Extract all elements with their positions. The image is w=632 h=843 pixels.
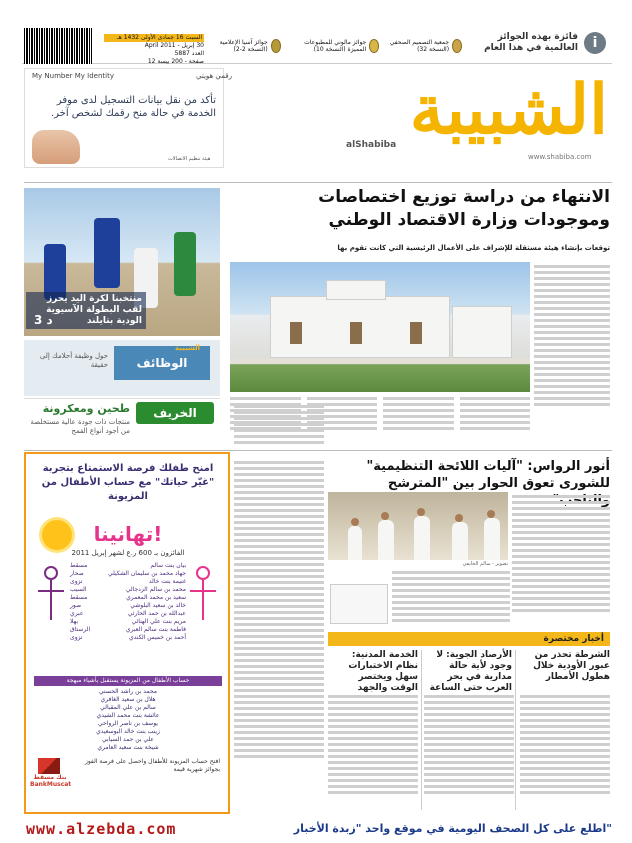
winner-name: مريم بنت علي الهنائي	[131, 618, 186, 625]
winner-name: محمد بن سالم الزدجالي	[125, 586, 186, 593]
winners-list-secondary	[40, 688, 216, 752]
winner-row	[70, 610, 186, 618]
wall	[230, 358, 530, 364]
bank-logo-text: بنك مسقط BankMuscat	[30, 774, 72, 788]
winner-row	[70, 586, 186, 594]
second-body-column	[512, 492, 610, 624]
winner-name: أحمد بن خميس الكندي	[128, 634, 186, 641]
barcode	[24, 28, 92, 64]
jobs-tagline: حول وظيفة أحلامك إلى حقيقة	[39, 352, 108, 369]
article-column	[234, 402, 324, 450]
award-badge-label: جمعية التصميم الصحفي (النسخة 32)	[389, 39, 450, 53]
winner-name: شيخة بنت سعيد العامري	[97, 744, 159, 751]
winner-name: جهاد محمد بن سليمان الشكيلي	[107, 570, 186, 577]
winner-city: مسقط	[70, 562, 88, 569]
second-headline[interactable]: أنور الرواس: "آليات اللائحة التنظيمية" للشورى تعوق الحوار بين "المترشح	[366, 459, 610, 491]
winner-row	[70, 618, 186, 626]
winner-name: غنيمة بنت خالد	[148, 578, 186, 585]
winner-row	[70, 602, 186, 610]
brief-body-columns	[328, 692, 610, 812]
winner-row	[70, 634, 186, 642]
sports-caption[interactable]: منتخبنا لكرة اليد يحرز لقب البطولة الآسيوية الودية بتايلند	[26, 292, 146, 329]
ad-brand-latin: My Number My Identity	[32, 72, 114, 80]
window	[350, 322, 362, 344]
award-badge-label: جوائز آسيا الإعلامية (النسخة 2-2)	[219, 39, 268, 53]
person-figure	[414, 516, 430, 560]
medal-icon	[369, 39, 379, 53]
jobs-label[interactable]: الوظائف	[114, 346, 210, 380]
award-badge	[387, 30, 462, 62]
bank-logo-icon	[38, 758, 60, 774]
banner-tagline: اطلع على كل الصحف اليومية في موقع واحد "زبدة الأخبار"	[293, 822, 612, 835]
kharif-title: طحين ومعكرونة	[42, 402, 130, 415]
sports-score: 3 د	[34, 313, 53, 327]
info-icon: i	[584, 32, 606, 54]
lead-headline[interactable]: الانتهاء من دراسة توزيع اختصاصات وموجودات وزارة الاقتصاد الوطني	[318, 187, 610, 230]
player-figure	[174, 232, 196, 296]
kid-figure-icon	[36, 566, 66, 676]
winner-name: يوسف بن ناصر الرواحي	[98, 720, 158, 727]
winner-name: هلال بن سعيد الغافري	[100, 696, 156, 703]
window	[410, 322, 422, 344]
site-url[interactable]: www.shabiba.com	[528, 153, 592, 161]
medal-icon	[271, 39, 281, 53]
brief-headline[interactable]: الخدمة المدنية: نظام الاختبارات سهل ويختصر الوقت والجهد	[348, 650, 418, 693]
award-badge	[212, 30, 281, 62]
jobs-brand: الشبيبة	[175, 344, 200, 352]
kid-figure-icon	[188, 566, 218, 676]
lead-subhead: توقعات بإنشاء هيئة مستقلة للإشراف على الأعمال الرئيسية التي كانت تقوم بها	[337, 244, 610, 252]
winner-name: عبدالله بن حمد الحارثي	[127, 610, 186, 617]
kharif-subtitle: منتجات ذات جودة عالية مستخلصة من أجود أنواع القمح	[30, 418, 130, 435]
winner-city: السيب	[70, 586, 87, 593]
person-figure	[452, 522, 468, 560]
person-figure	[378, 520, 394, 560]
player-figure	[94, 218, 120, 288]
winner-name: زينب بنت خالد البوسعيدي	[96, 728, 160, 735]
ad-congrats: تهانينا!	[93, 522, 163, 546]
issue-date-hijri: السبت 16 جمادى الأولى 1432 هـ	[104, 34, 204, 42]
winner-row	[70, 570, 186, 578]
winners-list	[70, 562, 186, 674]
brief-headline[interactable]: الأرصاد الجوية: لا وجود لأية حالة مدارية في بحر العرب حتى الساعة	[429, 650, 512, 693]
ad-message: تأكد من نقل بيانات التسجيل لدى موفر الخدمة في حالة منح رقمك لشخص آخر.	[50, 95, 216, 119]
briefs-header: أخبار مختصرة	[328, 632, 610, 646]
winner-name: سالم بن علي المقبالي	[100, 704, 156, 711]
winner-city: نزوى	[70, 634, 83, 641]
ad-band: حساب الأطفال من المزيونة يستقبل بأشياء مبهجة	[34, 676, 222, 686]
banner-url-link[interactable]: www.alzebda.com	[26, 820, 177, 838]
award-badge	[289, 30, 380, 62]
award-badge-label: جوائز مالوني للمطبوعات المميزة (النسخة 10)	[304, 39, 367, 53]
medal-icon	[452, 39, 462, 53]
winner-city: بهلا	[70, 618, 79, 625]
ad-sponsor: هيئة تنظيم الاتصالات	[168, 156, 211, 162]
issue-number: العدد 5887	[174, 50, 204, 57]
lead-body-column	[534, 262, 610, 424]
article-column	[234, 458, 324, 808]
winner-city: نزوى	[70, 578, 83, 585]
window	[290, 322, 302, 344]
winner-row	[70, 626, 186, 634]
ad-footer-text: افتح حساب المزيونة للأطفال واحصل على فرصة الفوز بجوائز شهرية قيمة	[84, 758, 220, 773]
winner-row	[70, 562, 186, 570]
shura-election-logo	[330, 584, 388, 624]
winner-city: عبري	[70, 610, 84, 617]
award-badges	[212, 30, 462, 62]
building-wing	[452, 306, 512, 358]
newspaper-logo-latin: alShabiba	[346, 140, 397, 150]
winner-city: مسقط	[70, 594, 88, 601]
winner-city: صور	[70, 602, 82, 609]
award-text: فائزة بهذه الجوائز العالمية في هذا العام	[484, 32, 578, 53]
winner-name: خالد بن سعيد البلوشي	[130, 602, 186, 609]
lead-photo[interactable]	[230, 262, 530, 392]
second-photo[interactable]	[328, 492, 508, 560]
person-figure	[348, 526, 362, 560]
winner-name: محمد بن راشد الحسني	[99, 688, 157, 695]
winner-row	[70, 578, 186, 586]
winner-city: صحار	[70, 570, 84, 577]
section-divider	[24, 182, 612, 183]
winner-name: فاطمة بنت سالم العبري	[125, 626, 186, 633]
issue-info	[104, 34, 204, 60]
ad-headline: امنح طفلك فرصة الاستمتاع بتجربة "غيّر حياتك" مع حساب الأطفال من المزيونة	[41, 463, 215, 502]
winner-name: سعيد بن محمد المعمري	[126, 594, 186, 601]
ad-brand-arabic: رقمي هويتي	[196, 72, 233, 80]
winner-name: عائشة بنت محمد الشيدي	[96, 712, 160, 719]
issue-price: 12 صفحة - 200 بيسة	[147, 58, 204, 65]
second-photo-caption: تصوير - سالم الخايفي	[462, 561, 508, 567]
winner-row	[70, 594, 186, 602]
winner-name: بيان بنت سالم	[150, 562, 186, 569]
brief-headline[interactable]: الشرطة تحذر من عبور الأودية خلال هطول الأمطار	[533, 650, 610, 682]
newspaper-logo[interactable]: الشبيبة	[409, 70, 608, 150]
kharif-logo: الخريف	[136, 402, 214, 424]
person-figure	[484, 518, 500, 560]
winner-city: الرستاق	[70, 626, 91, 633]
winner-name: علي بن حمد السيابي	[101, 736, 154, 743]
section-divider	[24, 450, 612, 451]
issue-date: 30 إبريل - April 2011	[144, 42, 204, 49]
building-tower	[326, 280, 386, 300]
ad-period: الفائزون بـ 600 ر.ع لشهر إبريل 2011	[71, 549, 185, 557]
hand-phone-icon	[32, 130, 80, 164]
